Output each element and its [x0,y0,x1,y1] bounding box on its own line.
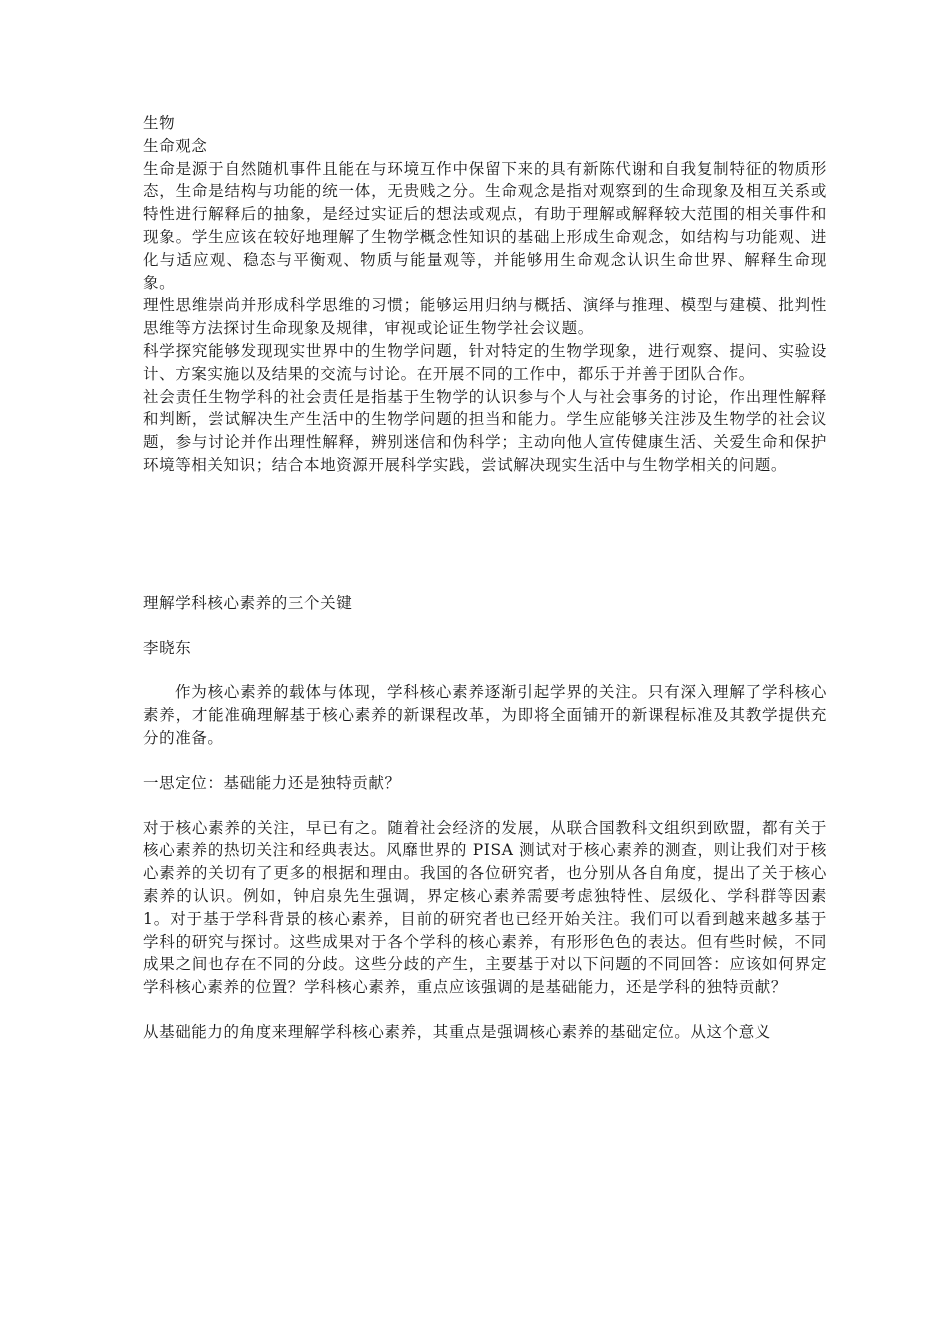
spacer [143,750,827,772]
subject-label: 生物 [143,114,176,132]
spacer [143,659,827,681]
paragraph-scientific-inquiry: 科学探究能够发现现实世界中的生物学问题，针对特定的生物学现象，进行观察、提问、实验设计、方案实施以及结果的交流与讨论。在开展不同的工作中，都乐于并善于团队合作。 [143,341,827,383]
spacer [143,999,827,1021]
paragraph-social-responsibility: 社会责任生物学科的社会责任是指基于生物学的认识参与个人与社会事务的讨论，作出理性解释和判断，尝试解决生产生活中的生物学问题的担当和能力。学生应能够关注涉及生物学的社会议题，参与讨论并作出理性解释，辨别迷信和伪科学；主动向他人宣传健康生活、关爱生命和保护环境等相关知识；结合本地资源开展科学实践，尝试解决现实生活中与生物学相关的问题。 [143,387,827,474]
article-section-heading: 一思定位：基础能力还是独特贡献？ [143,773,401,792]
paragraph-rational-thinking: 理性思维崇尚并形成科学思维的习惯；能够运用归纳与概括、演绎与推理、模型与建模、批判性思维等方法探讨生命现象及规律，审视或论证生物学社会议题。 [143,296,827,338]
section-spacer [143,477,827,592]
document-body [143,112,827,1044]
article-body-paragraph: 对于核心素养的关注，早已有之。随着社会经济的发展，从联合国教科文组织到欧盟，都有关于核心素养的热切关注和经典表达。风靡世界的 PISA 测试对于核心素养的测查，则让我们对于核心素养的关切有了更多的根据和理由。我国的各位研究者，也分别从各自角度，提出了关于核心素养的认识。例如，钟启泉先生强调，界定核心素养需要考虑独特性、层级化、学科群等因素 1。对于基于学科背景的核心素养，目前的研究者也已经开始关注。我们可以看到越来越多基于学科的研究与探讨。这些成果对于各个学科的核心素养，有形形色色的表达。但有些时候，不同成果之间也存在不同的分歧。这些分歧的产生，主要基于对以下问题的不同回答：应该如何界定学科核心素养的位置？学科核心素养，重点应该强调的是基础能力，还是学科的独特贡献？ [143,818,827,997]
paragraph-life-concept: 生命是源于自然随机事件且能在与环境互作中保留下来的具有新陈代谢和自我复制特征的物质形态，生命是结构与功能的统一体，无贵贱之分。生命观念是指对观察到的生命现象及相互关系或特性进行解释后的抽象，是经过实证后的想法或观点，有助于理解或解释较大范围的相关事件和现象。学生应该在较好地理解了生物学概念性知识的基础上形成生命观念，如结构与功能观、进化与适应观、稳态与平衡观、物质与能量观等，并能够用生命观念认识生命世界、解释生命现象。 [143,159,827,292]
spacer [143,795,827,817]
spacer [143,615,827,637]
article-last-line: 从基础能力的角度来理解学科核心素养，其重点是强调核心素养的基础定位。从这个意义 [143,1022,771,1041]
article-title: 理解学科核心素养的三个关键 [143,593,353,612]
section-heading-life-concept: 生命观念 [143,136,208,155]
article-intro: 作为核心素养的载体与体现，学科核心素养逐渐引起学界的关注。只有深入理解了学科核心素养，才能准确理解基于核心素养的新课程改革，为即将全面铺开的新课程标准及其教学提供充分的准备。 [143,683,827,747]
article-author: 李晓东 [143,638,192,657]
